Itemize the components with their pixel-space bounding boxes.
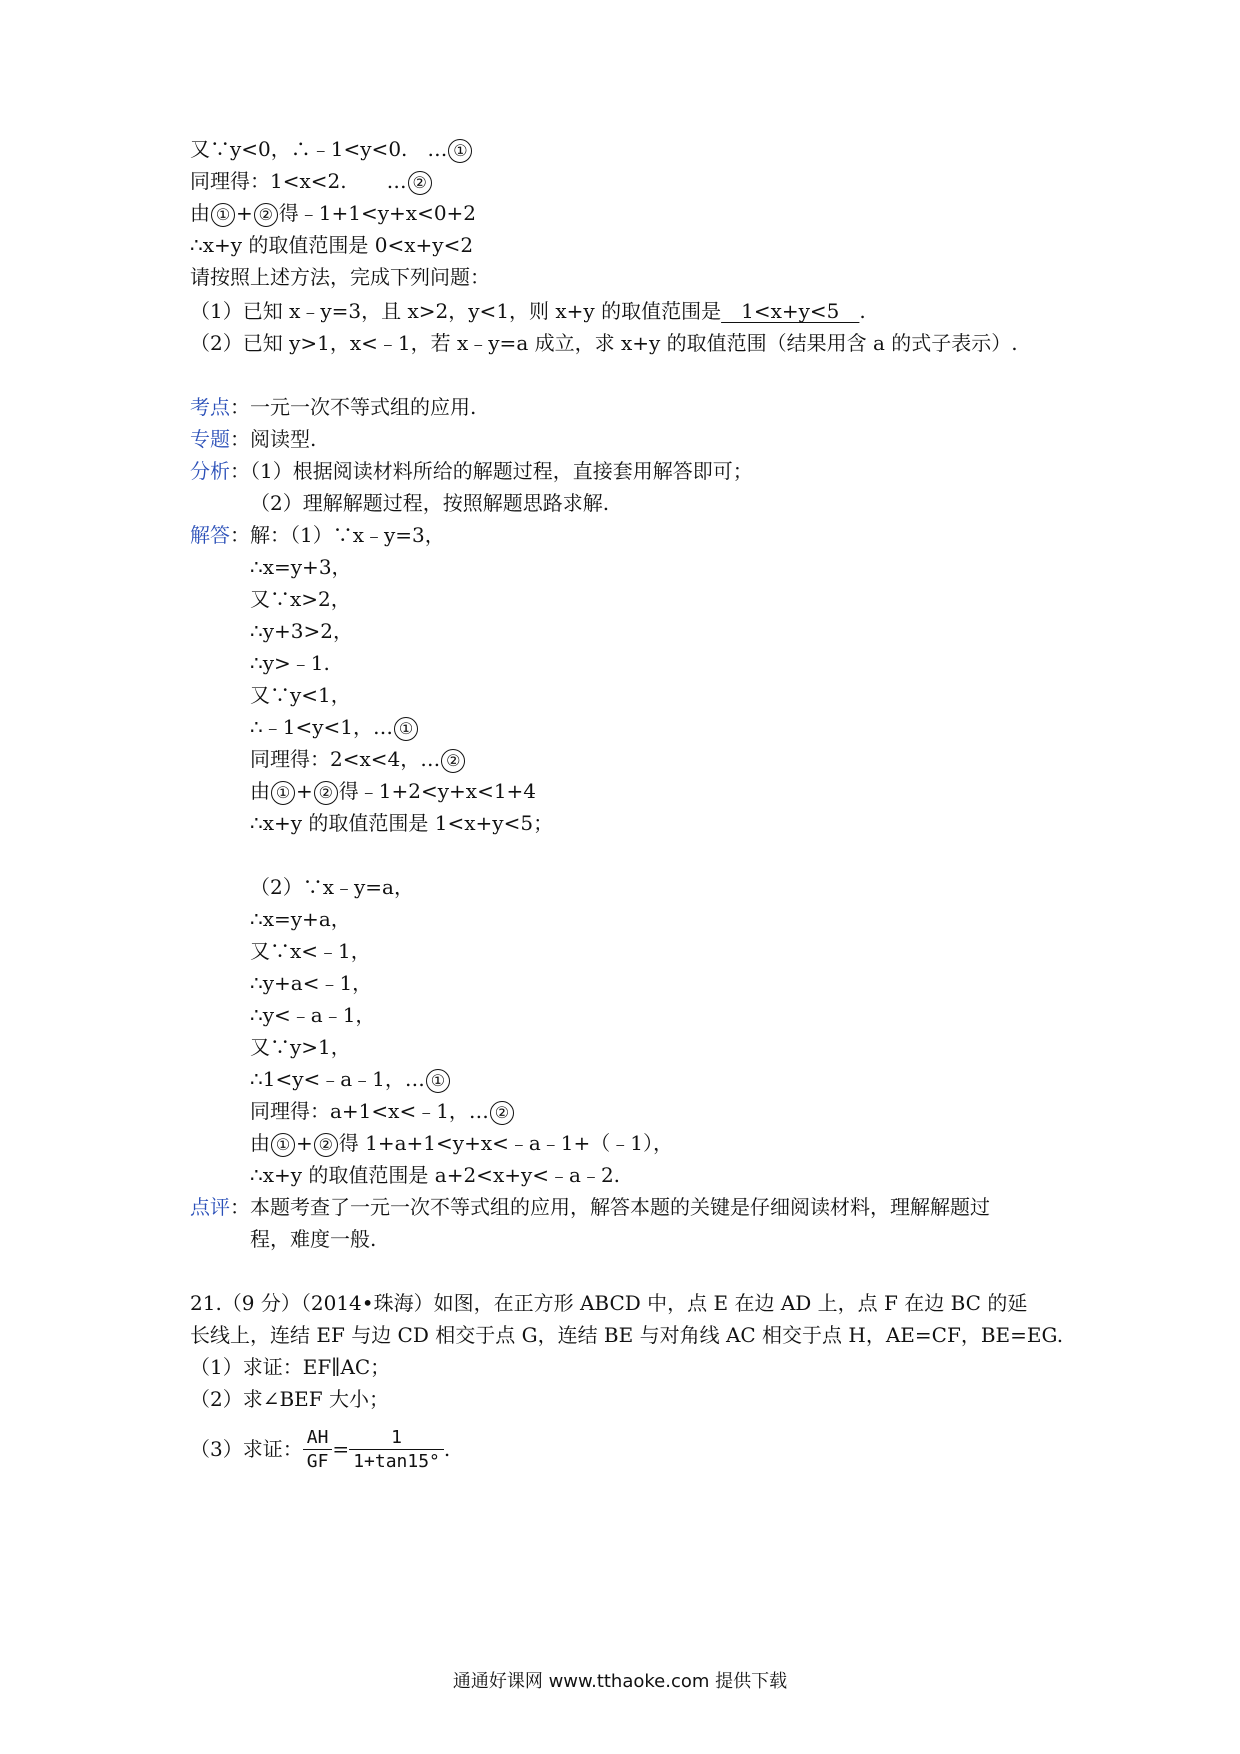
- sol2-line-2: 又∵x<﹣1，: [250, 939, 371, 963]
- circled-number: ②: [314, 1133, 338, 1157]
- sol2-line-0: （2）∵x﹣y=a，: [250, 875, 414, 899]
- sol1-line-6: [250, 714, 419, 741]
- circled-number: ②: [441, 749, 465, 773]
- circled-number: ①: [426, 1069, 450, 1093]
- intro-line-1: [190, 136, 473, 163]
- sol1-line-9: ∴x+y 的取值范围是 1<x+y<5；: [250, 811, 554, 835]
- circled-number: ②: [490, 1101, 514, 1125]
- fraction-denominator: GF: [306, 1451, 329, 1472]
- review-line-2: 程，难度一般.: [250, 1227, 377, 1251]
- review: [190, 1194, 990, 1220]
- q21-part-1: （1）求证：EF∥AC；: [190, 1355, 391, 1379]
- sol1-line-8: [250, 778, 536, 805]
- zhuanti-label: 专题: [190, 427, 230, 451]
- fenxi-text: ：（1）根据阅读材料所给的解题过程，直接套用解答即可；: [230, 459, 753, 483]
- sol2-line-7: [250, 1098, 515, 1125]
- text: 由: [250, 779, 270, 803]
- sol1-line-1: ∴x=y+3，: [250, 555, 352, 579]
- sol2-line-9: ∴x+y 的取值范围是 a+2<x+y<﹣a﹣2.: [250, 1163, 621, 1187]
- question-1-answer: 1<x+y<5: [721, 299, 860, 323]
- sol1-line-7: [250, 746, 466, 773]
- circled-number: ①: [211, 203, 235, 227]
- text: .: [443, 1437, 451, 1461]
- circled-number: ②: [254, 203, 278, 227]
- fenxi-line-2: （2）理解解题过程，按照解题思路求解.: [250, 491, 610, 515]
- sol2-line-6: [250, 1066, 451, 1093]
- circled-number: ①: [271, 1133, 295, 1157]
- intro-line-5: 请按照上述方法，完成下列问题：: [190, 265, 490, 289]
- circled-number: ①: [394, 717, 418, 741]
- text: 得 1+a+1<y+x<﹣a﹣1+（﹣1），: [338, 1131, 673, 1155]
- circled-number: ②: [314, 781, 338, 805]
- kaodian-label: 考点: [190, 395, 230, 419]
- intro-line-2: [190, 168, 433, 195]
- text: 得﹣1+1<y+x<0+2: [278, 201, 477, 225]
- fraction-denominator: 1+tan15°: [353, 1451, 440, 1472]
- review-text: ：本题考查了一元一次不等式组的应用，解答本题的关键是仔细阅读材料，理解解题过: [230, 1195, 990, 1219]
- fraction-ah-gf: [303, 1427, 333, 1474]
- fenxi: [190, 458, 753, 484]
- sol1-line-4: ∴y>﹣1.: [250, 651, 330, 675]
- equals-sign: =: [332, 1437, 350, 1461]
- circled-number: ②: [408, 171, 432, 195]
- q21-part-3: [190, 1424, 450, 1474]
- circled-number: ①: [271, 781, 295, 805]
- text: +: [296, 1131, 313, 1155]
- q21-line-2: 长线上，连结 EF 与边 CD 相交于点 G，连结 BE 与对角线 AC 相交于点 H，AE=CF，BE=EG.: [190, 1323, 1064, 1347]
- circled-number: ①: [448, 139, 472, 163]
- kaodian-text: ：一元一次不等式组的应用.: [230, 395, 477, 419]
- text: 由: [250, 1131, 270, 1155]
- text: ∴1<y<﹣a﹣1，…: [250, 1067, 425, 1091]
- kaodian: [190, 394, 476, 420]
- text: 由: [190, 201, 210, 225]
- text: （3）求证：: [190, 1437, 303, 1461]
- sol2-line-4: ∴y<﹣a﹣1，: [250, 1003, 376, 1027]
- fenxi-label: 分析: [190, 459, 230, 483]
- fraction-tan: [349, 1427, 444, 1474]
- text: +: [236, 201, 253, 225]
- sol1-line-3: ∴y+3>2，: [250, 619, 353, 643]
- intro-line-3: [190, 200, 476, 227]
- text: 同理得：a+1<x<﹣1，…: [250, 1099, 489, 1123]
- q21-line-1: 21.（9 分）（2014•珠海）如图，在正方形 ABCD 中，点 E 在边 AD 上，点 F 在边 BC 的延: [190, 1291, 1028, 1315]
- intro-line-1-text: 又∵y<0，∴﹣1<y<0. …: [190, 137, 448, 161]
- sol2-line-1: ∴x=y+a，: [250, 907, 351, 931]
- sol2-line-8: [250, 1130, 673, 1157]
- fraction-numerator: 1: [349, 1427, 444, 1450]
- text: 得﹣1+2<y+x<1+4: [338, 779, 537, 803]
- review-label: 点评: [190, 1195, 230, 1219]
- text: +: [296, 779, 313, 803]
- q21-part-2: （2）求∠BEF 大小；: [190, 1387, 390, 1411]
- sol1-line-2: 又∵x>2，: [250, 587, 351, 611]
- fraction-numerator: AH: [303, 1427, 333, 1450]
- question-2: （2）已知 y>1，x<﹣1，若 x﹣y=a 成立，求 x+y 的取值范围（结果用含 a 的式子表示）.: [190, 331, 1018, 355]
- text: .: [859, 299, 866, 323]
- sol2-line-5: 又∵y>1，: [250, 1035, 351, 1059]
- intro-line-2-text: 同理得：1<x<2. …: [190, 169, 407, 193]
- intro-line-4: ∴x+y 的取值范围是 0<x+y<2: [190, 233, 474, 257]
- zhuanti-text: ：阅读型.: [230, 427, 317, 451]
- sol1-line-5: 又∵y<1，: [250, 683, 351, 707]
- jieda: [190, 522, 445, 548]
- footer: 通通好课网 www.tthaoke.com 提供下载: [452, 1671, 788, 1692]
- text: ∴﹣1<y<1，…: [250, 715, 393, 739]
- zhuanti: [190, 426, 316, 452]
- sol2-line-3: ∴y+a<﹣1，: [250, 971, 373, 995]
- jieda-label: 解答: [190, 523, 230, 547]
- question-1: [190, 298, 866, 324]
- text: 同理得：2<x<4，…: [250, 747, 441, 771]
- jieda-text: ：解：（1）∵x﹣y=3，: [230, 523, 445, 547]
- question-1-text: （1）已知 x﹣y=3，且 x>2，y<1，则 x+y 的取值范围是: [190, 299, 722, 323]
